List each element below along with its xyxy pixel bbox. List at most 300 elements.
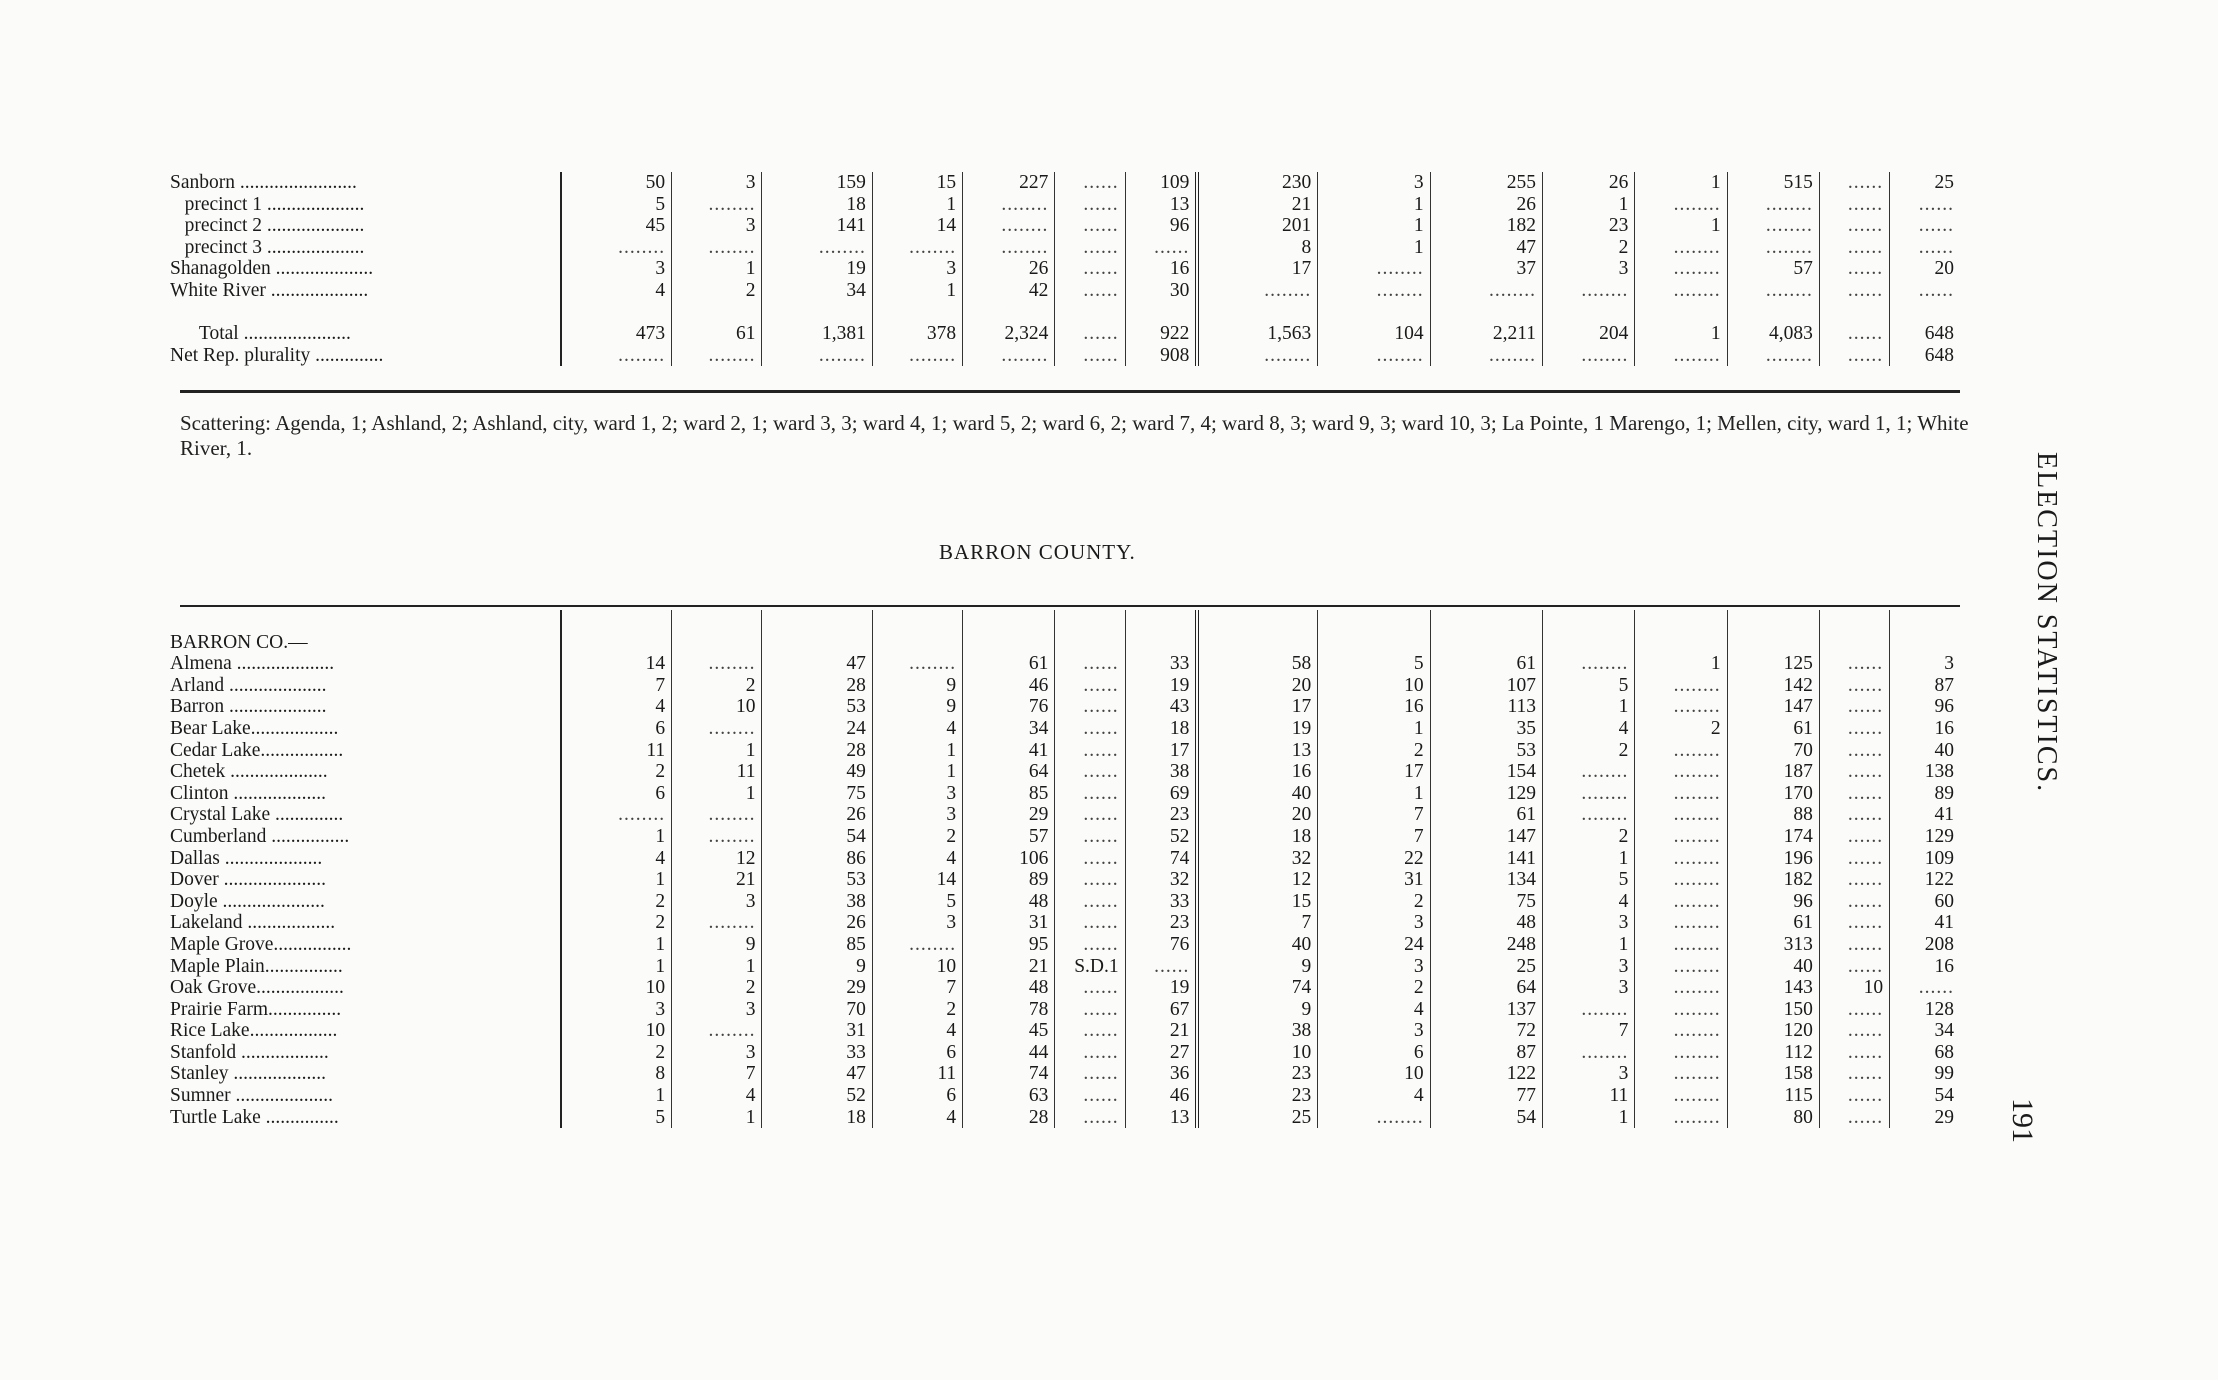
table-cell	[1635, 302, 1727, 324]
table-cell: 2	[1635, 718, 1727, 740]
table-cell: ......	[1055, 1042, 1125, 1064]
table-cell: 143	[1727, 977, 1819, 999]
table-cell: 141	[1430, 848, 1542, 870]
row-label: White River ....................	[170, 279, 369, 301]
table-cell: 26	[963, 258, 1055, 280]
table-cell: 122	[1430, 1063, 1542, 1085]
table-row	[170, 848, 1960, 870]
table-cell: 28	[762, 740, 872, 762]
table-row	[170, 345, 1960, 367]
table-cell: 3	[672, 172, 762, 194]
table-cell: 88	[1727, 804, 1819, 826]
table-cell: 2	[561, 912, 671, 934]
table-cell: ........	[1318, 1107, 1430, 1129]
table-cell: 1	[561, 1085, 671, 1107]
table-cell: ......	[1819, 258, 1889, 280]
table-cell: 23	[1197, 1063, 1317, 1085]
table-cell: ......	[1819, 172, 1889, 194]
table-cell: 174	[1727, 826, 1819, 848]
table-cell: 201	[1197, 215, 1317, 237]
table-cell: 74	[963, 1063, 1055, 1085]
table-cell: 5	[1543, 869, 1635, 891]
table-cell: 187	[1727, 761, 1819, 783]
table-cell: ........	[1727, 345, 1819, 367]
table-row	[170, 302, 1960, 324]
table-cell: 16	[1197, 761, 1317, 783]
table-cell: 159	[762, 172, 872, 194]
table-cell: 16	[1318, 696, 1430, 718]
table-cell: 106	[963, 848, 1055, 870]
table-cell: 4	[561, 280, 671, 302]
table-cell: 9	[872, 696, 962, 718]
row-label	[170, 302, 561, 324]
table-cell: 182	[1727, 869, 1819, 891]
table-cell: 1	[672, 740, 762, 762]
table-cell: ........	[872, 934, 962, 956]
table-cell	[1727, 302, 1819, 324]
table-cell: 47	[1430, 237, 1542, 259]
table-cell	[561, 302, 671, 324]
table-cell: ........	[1543, 761, 1635, 783]
table-cell: 14	[561, 653, 671, 675]
table-cell: 3	[872, 258, 962, 280]
table-cell: 18	[1125, 718, 1197, 740]
table-cell: ......	[1125, 237, 1197, 259]
table-cell: 19	[1125, 977, 1197, 999]
table-row	[170, 804, 1960, 826]
table-row	[170, 999, 1960, 1021]
table-cell: 34	[762, 280, 872, 302]
table-cell: 26	[1543, 172, 1635, 194]
table-cell: 23	[1125, 804, 1197, 826]
table-cell: ........	[1635, 696, 1727, 718]
table-cell: 15	[1197, 891, 1317, 913]
table-cell: 1	[872, 194, 962, 216]
table-row	[170, 653, 1960, 675]
table-cell: ......	[1055, 653, 1125, 675]
table-cell: 20	[1197, 804, 1317, 826]
barron-county-table	[170, 610, 1960, 1128]
table-cell: ......	[1819, 718, 1889, 740]
table-cell	[1819, 302, 1889, 324]
table-cell: ......	[1055, 258, 1125, 280]
table-cell: 7	[872, 977, 962, 999]
table-cell: 49	[762, 761, 872, 783]
table-cell: 27	[1125, 1042, 1197, 1064]
table-cell: 10	[1197, 1042, 1317, 1064]
table-cell: S.D.1	[1055, 956, 1125, 978]
table-cell: ......	[1819, 237, 1889, 259]
table-cell: ........	[1318, 258, 1430, 280]
running-head: ELECTION STATISTICS.	[2031, 452, 2062, 794]
table-cell: 29	[1890, 1107, 1960, 1129]
table-cell: 52	[1125, 826, 1197, 848]
table-cell: ......	[1125, 956, 1197, 978]
table-cell: ......	[1819, 956, 1889, 978]
table-cell: 2	[672, 675, 762, 697]
table-cell: ........	[672, 826, 762, 848]
table-cell: 6	[872, 1085, 962, 1107]
table-cell: 170	[1727, 783, 1819, 805]
table-cell: ......	[1055, 718, 1125, 740]
table-cell: 204	[1543, 323, 1635, 345]
table-cell: ........	[1635, 956, 1727, 978]
row-label: Chetek ....................	[170, 761, 328, 783]
table-row	[170, 1020, 1960, 1042]
table-cell: 77	[1430, 1085, 1542, 1107]
row-label: Cumberland ................	[170, 825, 350, 847]
table-cell: 18	[762, 1107, 872, 1129]
table-cell: 1	[1635, 323, 1727, 345]
table-cell: ......	[1819, 891, 1889, 913]
table-cell: 31	[1318, 869, 1430, 891]
table-cell: 19	[762, 258, 872, 280]
table-cell: 20	[1890, 258, 1960, 280]
table-cell: ......	[1819, 215, 1889, 237]
table-cell: 31	[762, 1020, 872, 1042]
table-row	[170, 696, 1960, 718]
table-cell: ........	[1197, 345, 1317, 367]
table-cell: 24	[1318, 934, 1430, 956]
table-cell: 26	[762, 912, 872, 934]
table-cell: 53	[1430, 740, 1542, 762]
table-cell: 50	[561, 172, 671, 194]
table-cell: ........	[672, 718, 762, 740]
table-cell: 33	[762, 1042, 872, 1064]
table-cell	[1318, 302, 1430, 324]
table-cell: 1	[672, 1107, 762, 1129]
table-cell: 6	[872, 1042, 962, 1064]
row-label: precinct 2 ....................	[170, 215, 365, 237]
table-cell: ........	[1543, 280, 1635, 302]
row-label: Sumner ....................	[170, 1085, 334, 1107]
table-cell: 922	[1125, 323, 1197, 345]
table-cell: 61	[1430, 653, 1542, 675]
table-cell: 38	[1197, 1020, 1317, 1042]
table-cell: 10	[561, 977, 671, 999]
table-cell: ......	[1819, 999, 1889, 1021]
table-cell: ........	[1635, 280, 1727, 302]
row-label: Oak Grove..................	[170, 977, 344, 999]
table-cell: 4	[561, 848, 671, 870]
row-label: Bear Lake..................	[170, 717, 339, 739]
table-row	[170, 869, 1960, 891]
page-number: 191	[2006, 1098, 2039, 1143]
table-cell: ........	[1635, 675, 1727, 697]
table-cell: 23	[1125, 912, 1197, 934]
table-cell: 11	[561, 740, 671, 762]
table-cell: ......	[1819, 1085, 1889, 1107]
row-label: Prairie Farm...............	[170, 998, 342, 1020]
table-cell: ......	[1819, 783, 1889, 805]
table-cell: 48	[1430, 912, 1542, 934]
table-cell: 85	[762, 934, 872, 956]
table-cell: 3	[1318, 172, 1430, 194]
table-cell: ........	[1635, 194, 1727, 216]
table-cell: 113	[1430, 696, 1542, 718]
table-cell: 10	[1318, 1063, 1430, 1085]
table-cell: ........	[561, 345, 671, 367]
table-cell: ......	[1055, 323, 1125, 345]
table-cell: 45	[963, 1020, 1055, 1042]
table-cell: 67	[1125, 999, 1197, 1021]
table-cell: 41	[1890, 804, 1960, 826]
table-cell: 2	[1318, 740, 1430, 762]
table-cell	[872, 302, 962, 324]
table-cell: 154	[1430, 761, 1542, 783]
table-cell: ......	[1055, 740, 1125, 762]
table-cell	[1890, 302, 1960, 324]
table-cell: 109	[1125, 172, 1197, 194]
table-cell: 4	[872, 718, 962, 740]
table-cell: 14	[872, 869, 962, 891]
table-cell: ........	[672, 804, 762, 826]
table-cell: 3	[1543, 1063, 1635, 1085]
table-cell: 76	[1125, 934, 1197, 956]
table-cell: 4	[672, 1085, 762, 1107]
table-cell: 137	[1430, 999, 1542, 1021]
table-cell: ......	[1055, 804, 1125, 826]
table-cell: ........	[1318, 280, 1430, 302]
table-cell: ........	[1635, 912, 1727, 934]
table-cell: ......	[1055, 891, 1125, 913]
row-label: Shanagolden ....................	[170, 258, 374, 280]
county-heading: BARRON CO.—	[170, 631, 308, 653]
table-cell: 25	[1890, 172, 1960, 194]
table-cell: 80	[1727, 1107, 1819, 1129]
table-cell: 34	[963, 718, 1055, 740]
table-cell: 17	[1197, 258, 1317, 280]
table-cell: 54	[762, 826, 872, 848]
table-cell: 87	[1890, 675, 1960, 697]
table-cell: 129	[1890, 826, 1960, 848]
table-cell: ........	[963, 215, 1055, 237]
table-cell: 63	[963, 1085, 1055, 1107]
table-cell: 38	[1125, 761, 1197, 783]
table-cell	[1543, 302, 1635, 324]
table-cell: ......	[1055, 1107, 1125, 1129]
table-cell: 29	[963, 804, 1055, 826]
table-cell: ........	[1543, 804, 1635, 826]
table-cell: 11	[672, 761, 762, 783]
table-cell: ........	[561, 804, 671, 826]
table-cell: 10	[561, 1020, 671, 1042]
table-cell: 23	[1197, 1085, 1317, 1107]
table-cell: ........	[1635, 258, 1727, 280]
table-cell: ........	[1635, 826, 1727, 848]
table-cell: 2	[872, 999, 962, 1021]
table-cell: 41	[963, 740, 1055, 762]
table-cell: 48	[963, 977, 1055, 999]
table-cell: 72	[1430, 1020, 1542, 1042]
table-cell: ......	[1055, 280, 1125, 302]
table-cell: ......	[1819, 1042, 1889, 1064]
table-cell: ......	[1819, 1020, 1889, 1042]
table-cell: ........	[1635, 237, 1727, 259]
table-row	[170, 323, 1960, 345]
table-cell: 9	[762, 956, 872, 978]
table-cell: 6	[1318, 1042, 1430, 1064]
table-cell	[1055, 302, 1125, 324]
table-cell: 7	[1318, 826, 1430, 848]
table-cell: ........	[963, 237, 1055, 259]
table-cell: 54	[1890, 1085, 1960, 1107]
table-cell: 3	[872, 912, 962, 934]
table-cell: ......	[1819, 934, 1889, 956]
table-cell: 7	[1318, 804, 1430, 826]
table-cell: 2	[1543, 740, 1635, 762]
table-cell: 76	[963, 696, 1055, 718]
table-cell: 26	[1430, 194, 1542, 216]
table-cell: ........	[1543, 999, 1635, 1021]
table-cell: 96	[1125, 215, 1197, 237]
table-cell: 1	[1635, 215, 1727, 237]
table-cell: 3	[561, 999, 671, 1021]
table-row	[170, 718, 1960, 740]
table-cell: ......	[1055, 869, 1125, 891]
table-row	[170, 956, 1960, 978]
table-cell: 2,211	[1430, 323, 1542, 345]
table-cell: ......	[1819, 280, 1889, 302]
table-cell: ........	[672, 345, 762, 367]
table-cell: 28	[963, 1107, 1055, 1129]
table-cell: 12	[672, 848, 762, 870]
table-cell: 24	[762, 718, 872, 740]
table-cell: 89	[1890, 783, 1960, 805]
table-cell: 3	[1318, 912, 1430, 934]
table-cell: ........	[1727, 215, 1819, 237]
row-label: Clinton ...................	[170, 782, 327, 804]
table-cell: 2	[1318, 891, 1430, 913]
table-cell: 7	[561, 675, 671, 697]
table-cell: 32	[1125, 869, 1197, 891]
table-cell	[1125, 302, 1197, 324]
row-label: Doyle .....................	[170, 890, 325, 912]
table-cell: 1	[1543, 194, 1635, 216]
table-cell: ........	[1318, 345, 1430, 367]
row-label: Crystal Lake ..............	[170, 804, 344, 826]
table-cell: 19	[1197, 718, 1317, 740]
table-cell: 138	[1890, 761, 1960, 783]
table-cell: ........	[1635, 848, 1727, 870]
table-row	[170, 740, 1960, 762]
table-cell: 64	[963, 761, 1055, 783]
table-cell: ......	[1055, 761, 1125, 783]
table-cell: 33	[1125, 653, 1197, 675]
table-cell: 48	[963, 891, 1055, 913]
table-cell: 1	[1635, 653, 1727, 675]
table-cell: ......	[1819, 869, 1889, 891]
table-cell: 8	[561, 1063, 671, 1085]
table-cell: 89	[963, 869, 1055, 891]
table-cell: ......	[1819, 740, 1889, 762]
table-cell: ........	[1543, 1042, 1635, 1064]
table-cell: 22	[1318, 848, 1430, 870]
table-cell: 2	[561, 761, 671, 783]
table-cell: ........	[1543, 653, 1635, 675]
table-cell: 9	[1197, 956, 1317, 978]
table-cell: 60	[1890, 891, 1960, 913]
table-cell: 141	[762, 215, 872, 237]
table-cell: 30	[1125, 280, 1197, 302]
table-cell: 1	[1543, 1107, 1635, 1129]
table-cell: 18	[1197, 826, 1317, 848]
table-cell: 3	[1543, 258, 1635, 280]
table-cell: 15	[872, 172, 962, 194]
table-cell: 1	[872, 280, 962, 302]
table-cell: 44	[963, 1042, 1055, 1064]
row-label: Arland ....................	[170, 674, 327, 696]
table-cell: 17	[1197, 696, 1317, 718]
table-cell: ......	[1890, 215, 1960, 237]
table-cell: 47	[762, 1063, 872, 1085]
table-cell: 10	[1819, 977, 1889, 999]
table-cell: 3	[561, 258, 671, 280]
table-cell: 125	[1727, 653, 1819, 675]
row-label: Sanborn ........................	[170, 172, 357, 193]
table-cell: 3	[672, 999, 762, 1021]
table-row	[170, 280, 1960, 302]
table-cell: 2	[672, 977, 762, 999]
table-cell: ........	[672, 194, 762, 216]
table-cell: 10	[672, 696, 762, 718]
table-cell: 6	[561, 783, 671, 805]
table-row	[170, 1107, 1960, 1129]
table-cell: 40	[1197, 934, 1317, 956]
table-cell: 1	[1635, 172, 1727, 194]
table-row	[170, 761, 1960, 783]
table-cell: 4	[1543, 718, 1635, 740]
table-cell: ......	[1055, 345, 1125, 367]
table-cell: ........	[762, 237, 872, 259]
table-cell: 128	[1890, 999, 1960, 1021]
table-row	[170, 258, 1960, 280]
table-cell: 230	[1197, 172, 1317, 194]
table-cell: ......	[1819, 345, 1889, 367]
table-cell: ........	[672, 653, 762, 675]
table-cell: 70	[1727, 740, 1819, 762]
table-cell: ........	[1543, 345, 1635, 367]
table-cell: 4	[1318, 999, 1430, 1021]
table-row	[170, 934, 1960, 956]
table-cell: 99	[1890, 1063, 1960, 1085]
table-cell: ........	[1635, 1042, 1727, 1064]
table-cell: 648	[1890, 323, 1960, 345]
table-cell: 5	[872, 891, 962, 913]
table-cell: 5	[561, 194, 671, 216]
table-cell: 4	[1543, 891, 1635, 913]
table-cell: 3	[1543, 977, 1635, 999]
table-cell: ........	[762, 345, 872, 367]
table-cell: 3	[672, 215, 762, 237]
table-cell: 2	[561, 1042, 671, 1064]
row-label: Dover .....................	[170, 869, 326, 891]
table-cell: 13	[1125, 1107, 1197, 1129]
table-row	[170, 237, 1960, 259]
table-cell: ......	[1890, 237, 1960, 259]
row-label: Net Rep. plurality ..............	[170, 344, 384, 366]
table-cell: ........	[1635, 1020, 1727, 1042]
table-cell: ......	[1055, 999, 1125, 1021]
table-cell: 134	[1430, 869, 1542, 891]
table-cell: 378	[872, 323, 962, 345]
table-cell: 3	[872, 804, 962, 826]
table-cell: ........	[1635, 804, 1727, 826]
table-cell: 5	[561, 1107, 671, 1129]
table-cell: 227	[963, 172, 1055, 194]
row-label: precinct 1 ....................	[170, 193, 365, 215]
table-cell: 11	[872, 1063, 962, 1085]
